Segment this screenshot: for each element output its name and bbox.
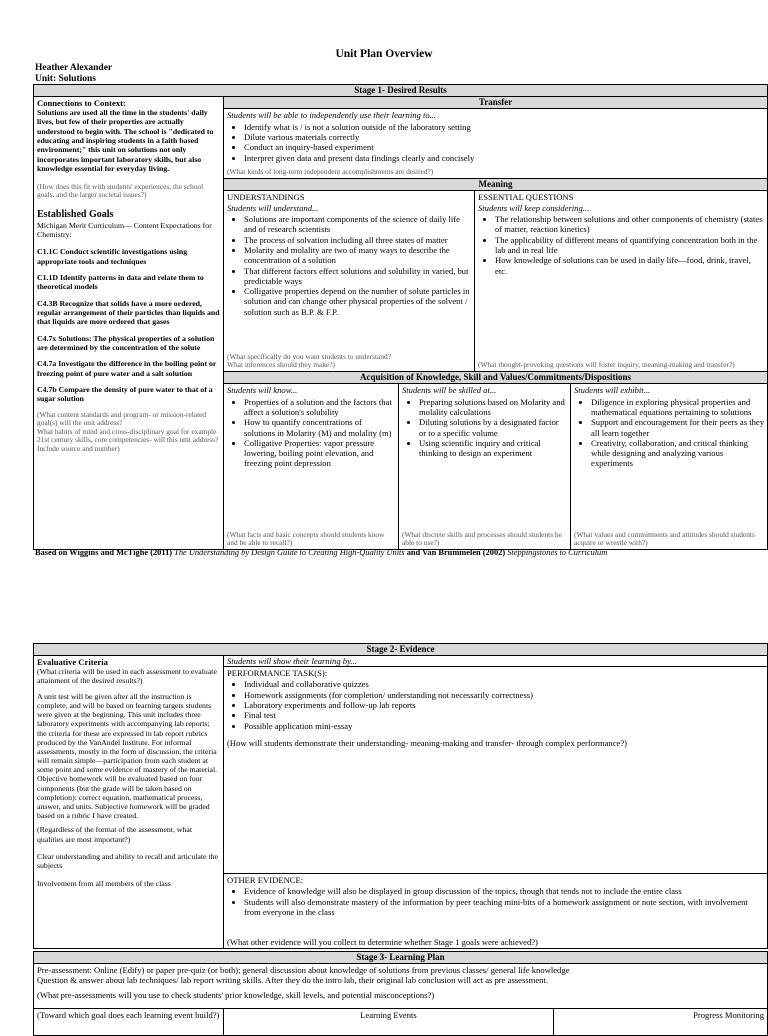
stage1-table [33,84,768,550]
understandings-lead: Students will understand... [227,202,319,213]
citation-mid: and Van Brummelen (2002) [406,548,506,557]
question-item: • The relationship between solutions and other components of chemistry (states of matter, reaction kinetics) [495,214,764,235]
exhibit-lead: Students will exhibit... [574,385,651,396]
evidence-lead: Students will show their learning by... [224,655,768,666]
skilled-item: • Using scientific inquiry and critical thinking to design an experiment [419,438,567,459]
other-evidence-cell [224,874,768,949]
know-lead: Students will know... [227,385,298,396]
preassessment-cell [34,963,768,1008]
performance-item: • Laboratory experiments and follow-up lab reports [244,700,764,710]
transfer-header: Transfer [224,96,768,109]
exhibit-cell [571,384,768,550]
know-prompt: (What facts and basic concepts should students know and be able to recall?) [227,529,385,548]
connections-heading: Connections to Context: [37,97,126,108]
understanding-item: • Colligative properties depend on the number of solute particles in solution and can change other physical properties of the solvent / solution such as B.P. & F.P. [244,286,471,317]
know-item: • How to quantify concentrations of solutions in Molarity (M) and molality (m) [244,417,395,438]
criteria-column [34,655,224,948]
understandings-cell [224,191,475,371]
criteria-heading: Evaluative Criteria [37,656,108,667]
other-evidence-prompt: (What other evidence will you collect to determine whether Stage 1 goals were achieved?) [227,936,538,947]
questions-cell [475,191,768,371]
goal-item: C4.7x Solutions: The physical properties of a solution are determined by the concentration of the solute [37,333,215,352]
questions-lead: Students will keep considering... [478,202,590,213]
question-item: • How knowledge of solutions can be used in daily life—food, drink, travel, etc. [495,255,764,276]
skilled-item: • Diluting solutions by a designated factor or to a specific volume [419,417,567,438]
skilled-cell [399,384,571,550]
goal-build-cell: (Toward which goal does each learning event build?) [34,1008,224,1035]
understandings-heading: UNDERSTANDINGS [227,192,305,203]
page-title: Unit Plan Overview [335,48,433,60]
goal-item: C4.7b Compare the density of pure water to that of a sugar solution [37,385,213,404]
skilled-prompt: (What discrete skills and processes should students be able to use?) [402,529,562,548]
stage3-header: Stage 3- Learning Plan [34,952,768,964]
goals-intro: Michigan Merit Curriculum— Content Expectations for Chemistry: [37,220,212,239]
know-item: • Colligative Properties: vapor pressure lowering, boiling point elevation, and freezing point depression [244,438,395,469]
transfer-item: • Dilute various materials correctly [244,132,764,142]
unit-name: Unit: Solutions [35,73,96,84]
understanding-item: • The process of solvation including all three states of matter [244,235,471,245]
goal-item: C4.7a Investigate the difference in the boiling point or freezing point of pure water and a salt solution [37,359,217,378]
performance-prompt: (How will students demonstrate their understanding- meaning-making and transfer- through complex performance?) [227,737,628,748]
goal-item: C1.1C Conduct scientific investigations using appropriate tools and techniques [37,247,188,266]
understanding-item: • Solutions are important components of the science of daily life and of research scientists [244,214,471,235]
acquisition-header: Acquisition of Knowledge, Skill and Values/Commitments/Dispositions [224,371,768,384]
goals-heading: Established Goals [37,208,114,220]
performance-item: • Possible application mini-essay [244,721,764,731]
skilled-item: • Preparing solutions based on Molarity and molality calculations [419,397,567,418]
meaning-header: Meaning [224,178,768,191]
exhibit-item: • Diligence in exploring physical properties and mathematical equations pertaining to solutions [591,397,764,418]
transfer-cell [224,109,768,178]
author-name: Heather Alexander [35,63,113,73]
other-evidence-heading: OTHER EVIDENCE: [227,875,304,886]
criteria-prompt-2: (Regardless of the format of the assessment, what qualities are most important?) [37,825,193,844]
context-column [34,96,224,549]
goals-prompt: (What content standards and program- or mission-related goal(s) will the unit address? What habits of mind and cross-disciplinary goal for example 21st century skills, core competencies- will this unit address? Include source and number) [37,409,219,453]
understanding-item: • That different factors effect solutions and solubility in varied, but predictable ways [244,266,471,287]
question-item: • The applicability of different means of quantifying concentration both in the lab and in real life [495,235,764,256]
skilled-lead: Students will be skilled at... [402,385,497,396]
exhibit-item: • Creativity, collaboration, and critical thinking while designing and analyzing various experiments [591,438,764,469]
stage1-header: Stage 1- Desired Results [34,85,768,97]
criteria-prompt: (What criteria will be used in each assessment to evaluate attainment of the desired results?) [37,667,217,686]
criteria-text-2: Clear understanding and ability to recall and articulate the subjects [37,852,218,871]
criteria-text: A unit test will be given after all the instruction is complete, and will be based on learning targets students were given at the beginning. This unit includes three laboratory experiments with accompanying lab reports; the criteria for these are expressed in lab report rubrics produced by the VanAndel Institute. For informal assessments, mostly in the form of discussion, the criteria will remain simple—participation from each student at some point and some evidence of mastery of the material. Objective homework will be evaluated based on four components (but the grade will be taken based on completion): correct equation, mathematical process, answer, and units. Subjective homework will be graded based on a rubric I have created. [37,691,218,821]
performance-cell [224,667,768,874]
transfer-item: • Conduct an inquiry-based experiment [244,142,764,152]
questions-prompt: (What thought-provoking questions will foster inquiry, meaning-making and transfer?) [478,360,735,370]
know-cell [224,384,399,550]
other-evidence-item: • Evidence of knowledge will also be displayed in group discussion of the topics, though that tends not to include the entire class [244,886,764,896]
transfer-prompt: (What kinds of long-term independent accomplishments are desired?) [227,167,434,177]
learning-events-header: Learning Events [224,1008,554,1035]
performance-item: • Final test [244,710,764,720]
understanding-item: • Molarity and molality are two of many ways to describe the concentration of a solution [244,245,471,266]
criteria-text-3: Involvement from all members of the class [37,878,171,888]
citation [35,548,607,558]
understandings-prompt: (What specifically do you want students to understand? What inferences should they make?) [227,351,391,370]
progress-monitoring-header: Progress Monitoring [554,1008,768,1035]
know-item: • Properties of a solution and the factors that affect a solution's solubility [244,397,395,418]
questions-heading: ESSENTIAL QUESTIONS [478,192,574,203]
citation-book1: The Understanding by Design Guide to Creating High-Quality Units [174,548,405,557]
performance-item: • Homework assignments (for completion/ understanding not necessarily correctness) [244,690,764,700]
citation-book2: Steppingstones to Curriculum [507,548,608,557]
stage2-header: Stage 2- Evidence [34,644,768,656]
connections-text: Solutions are used all the time in the students' daily lives, but few of their properties are actually understood to begin with. The school is "dedicated to educating and inspiring students in a faith based environment;" this unit on solutions not only incorporates important laboratory skills, but also knowledge essential for everyday living. [37,108,214,174]
connections-prompt: (How does this fit with students' experiences, the school goals, and the larger societal issues?) [37,181,204,200]
preassessment-text: Pre-assessment: Online (Edify) or paper pre-quiz (or both); general discussion about knowledge of solutions from previous classes/ general life knowledge Question & answer about lab techniques/ lab report writing skills. After they do the intro lab, their original lab conclusion will act as pre assessment. [37,964,570,986]
goal-item: C4.3B Recognize that solids have a more ordered, regular arrangement of their particles than liquids and that liquids are more ordered that gases [37,298,220,327]
preassessment-prompt: (What pre-assessments will you use to check students' prior knowledge, skill levels, and potential misconceptions?) [37,990,435,1001]
author-block [35,63,112,85]
exhibit-prompt: (What values and commitments and attitudes should students acquire or wrestle with?) [574,529,755,548]
citation-lead: Based on Wiggins and McTighe (2011) [35,548,173,557]
stage2-table [33,643,768,949]
transfer-lead: Students will be able to independently use their learning to... [227,110,437,121]
performance-heading: PERFORMANCE TASK(S): [227,668,328,679]
exhibit-item: • Support and encouragement for their peers as they all learn together [591,417,764,438]
transfer-item: • Interpret given data and present data findings clearly and concisely [244,153,764,163]
stage3-table [33,951,768,1036]
goal-item: C1.1D Identify patterns in data and relate them to theoretical models [37,272,204,292]
performance-item: • Individual and collaborative quizzes [244,679,764,689]
other-evidence-item: • Students will also demonstrate mastery of the information by peer teaching mini-bits of a homework assignment or note section, with involvement from everyone in the class [244,897,764,918]
transfer-item: • Identify what is / is not a solution outside of the laboratory setting [244,122,764,132]
